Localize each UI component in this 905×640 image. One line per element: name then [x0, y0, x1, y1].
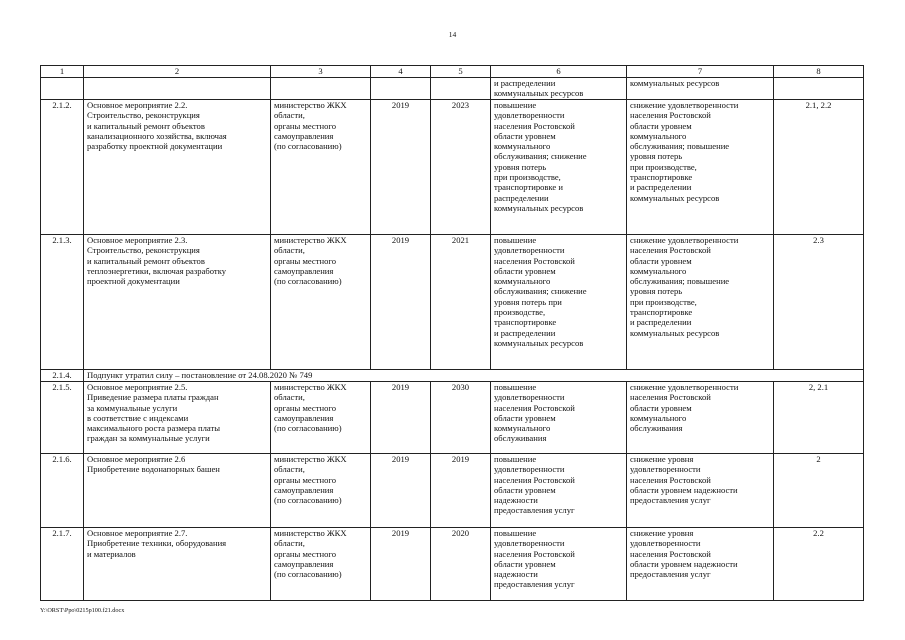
footer-file-path: Y:\ORST\Ppo\0215p100.f21.docx [40, 607, 125, 614]
cell-indicators: 2.2 [774, 528, 864, 601]
cell-empty [41, 78, 84, 100]
page-number: 14 [448, 30, 457, 39]
header-row [41, 66, 864, 78]
cell-start-year: 2019 [371, 100, 431, 235]
cell-empty [84, 78, 271, 100]
table-row [41, 235, 864, 370]
cell-consequence: снижение удовлетворенности населения Ростовской области уровнем коммунального обслуживания [627, 382, 774, 454]
cell-indicators: 2, 2.1 [774, 382, 864, 454]
program-table [40, 65, 864, 601]
column-number: 7 [627, 66, 774, 78]
cell-number: 2.1.4. [41, 370, 84, 382]
cell-executor: министерство ЖКХ области, органы местного самоуправления (по согласованию) [271, 454, 371, 528]
column-number: 6 [491, 66, 627, 78]
cell-name: Основное мероприятие 2.7. Приобретение техники, оборудования и материалов [84, 528, 271, 601]
table-row-repealed [41, 370, 864, 382]
column-number: 5 [431, 66, 491, 78]
continuation-row [41, 78, 864, 100]
cell-executor: министерство ЖКХ области, органы местного самоуправления (по согласованию) [271, 235, 371, 370]
cell-executor: министерство ЖКХ области, органы местного самоуправления (по согласованию) [271, 100, 371, 235]
cell-indicators: 2 [774, 454, 864, 528]
cell-number: 2.1.2. [41, 100, 84, 235]
column-number: 8 [774, 66, 864, 78]
cell-empty [371, 78, 431, 100]
table-row [41, 454, 864, 528]
table-row [41, 528, 864, 601]
cell-executor: министерство ЖКХ области, органы местного самоуправления (по согласованию) [271, 382, 371, 454]
cell-repealed-note: Подпункт утратил силу – постановление от 24.08.2020 № 749 [84, 370, 864, 382]
cell-end-year: 2020 [431, 528, 491, 601]
cell-start-year: 2019 [371, 454, 431, 528]
cell-consequence: коммунальных ресурсов [627, 78, 774, 100]
cell-consequence: снижение удовлетворенности населения Ростовской области уровнем коммунального обслуживания; повышение уровня потерь при производстве, транспортировке и распределении коммунальных ресурсов [627, 100, 774, 235]
table-row [41, 382, 864, 454]
cell-start-year: 2019 [371, 235, 431, 370]
cell-start-year: 2019 [371, 528, 431, 601]
cell-end-year: 2023 [431, 100, 491, 235]
cell-name: Основное мероприятие 2.6 Приобретение водонапорных башен [84, 454, 271, 528]
table-row [41, 100, 864, 235]
cell-number: 2.1.7. [41, 528, 84, 601]
column-number: 3 [271, 66, 371, 78]
column-number: 1 [41, 66, 84, 78]
cell-indicators: 2.3 [774, 235, 864, 370]
cell-empty [774, 78, 864, 100]
cell-result: и распределении коммунальных ресурсов [491, 78, 627, 100]
cell-name: Основное мероприятие 2.2. Строительство, реконструкция и капитальный ремонт объектов канализационного хозяйства, включая разработку проектной документации [84, 100, 271, 235]
cell-end-year: 2019 [431, 454, 491, 528]
cell-result: повышение удовлетворенности населения Ростовской области уровнем коммунального обслуживания [491, 382, 627, 454]
column-number: 2 [84, 66, 271, 78]
cell-number: 2.1.5. [41, 382, 84, 454]
cell-empty [271, 78, 371, 100]
cell-empty [431, 78, 491, 100]
cell-result: повышение удовлетворенности населения Ростовской области уровнем коммунального обслуживания; снижение уровня потерь при производстве, транспортировке и распределении коммунальных ресурсов [491, 100, 627, 235]
cell-start-year: 2019 [371, 382, 431, 454]
cell-result: повышение удовлетворенности населения Ростовской области уровнем надежности предоставления услуг [491, 454, 627, 528]
cell-number: 2.1.6. [41, 454, 84, 528]
cell-consequence: снижение уровня удовлетворенности населения Ростовской области уровнем надежности предоставления услуг [627, 454, 774, 528]
cell-result: повышение удовлетворенности населения Ростовской области уровнем коммунального обслуживания; снижение уровня потерь при производстве, транспортировке и распределении коммунальных ресурсов [491, 235, 627, 370]
cell-end-year: 2021 [431, 235, 491, 370]
cell-executor: министерство ЖКХ области, органы местного самоуправления (по согласованию) [271, 528, 371, 601]
cell-consequence: снижение уровня удовлетворенности населения Ростовской области уровнем надежности предоставления услуг [627, 528, 774, 601]
cell-indicators: 2.1, 2.2 [774, 100, 864, 235]
cell-result: повышение удовлетворенности населения Ростовской области уровнем надежности предоставления услуг [491, 528, 627, 601]
cell-consequence: снижение удовлетворенности населения Ростовской области уровнем коммунального обслуживания; повышение уровня потерь при производстве, транспортировке и распределении коммунальных ресурсов [627, 235, 774, 370]
cell-number: 2.1.3. [41, 235, 84, 370]
column-number: 4 [371, 66, 431, 78]
cell-name: Основное мероприятие 2.3. Строительство, реконструкция и капитальный ремонт объектов теплоэнергетики, включая разработку проектной документации [84, 235, 271, 370]
cell-end-year: 2030 [431, 382, 491, 454]
cell-name: Основное мероприятие 2.5. Приведение размера платы граждан за коммунальные услуги в соответствие с индексами максимального роста размера платы граждан за коммунальные услуги [84, 382, 271, 454]
